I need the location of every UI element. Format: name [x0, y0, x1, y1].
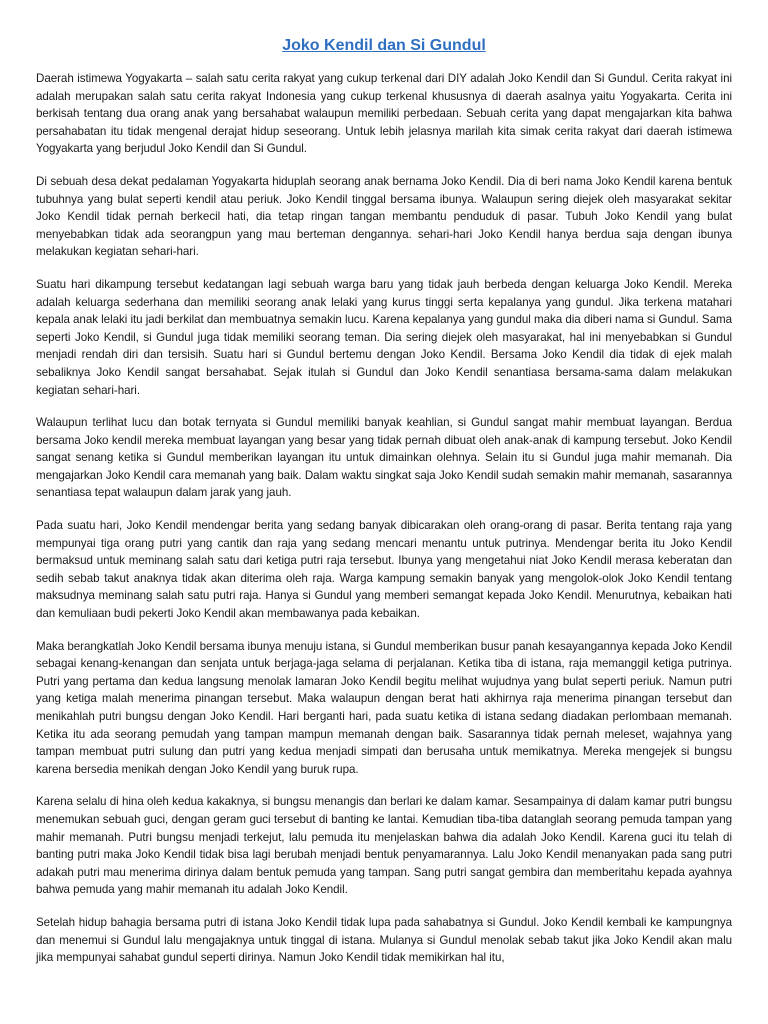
paragraph-1: Daerah istimewa Yogyakarta – salah satu cerita rakyat yang cukup terkenal dari DIY adalah Joko Kendil dan Si Gundul. Cerita rakyat ini adalah merupakan salah satu cerita rakyat Indonesia yang cukup terkenal khususnya di daerah asalnya yaitu Yogyakarta. Cerita ini berkisah tentang dua orang anak yang bersahabat walaupun memiliki perbedaan. Sebuah cerita yang dapat mengajarkan kita bahwa persahabatan itu tidak mengenal derajat hidup seseorang. Untuk lebih jelasnya marilah kita simak cerita rakyat dari daerah istimewa Yogyakarta yang berjudul Joko Kendil dan Si Gundul.: [36, 72, 732, 156]
paragraph-3: Suatu hari dikampung tersebut kedatangan lagi sebuah warga baru yang tidak jauh berbeda dengan keluarga Joko Kendil. Mereka adalah keluarga sederhana dan memiliki seorang anak lelaki yang kurus tinggi serta kepalanya yang gundul. Jika terkena matahari kepala anak lelaki itu jadi berkilat dan membuatnya semakin lucu. Karena kepalanya yang gundul maka dia diberi nama si Gundul. Sama seperti Joko Kendil, si Gundul juga tidak memiliki seorang teman. Dia sering diejek oleh masyarakat, hal ini menyebabkan si Gundul menjadi rendah diri dan tersisih. Suatu hari si Gundul bertemu dengan Joko Kendil. Bersama Joko Kendil dia tidak di ejek malah sebaliknya Joko Kendil sangat bersahabat. Sejak itulah si Gundul dan Joko Kendil senantiasa bersama-sama dalam melakukan kegiatan sehari-hari.: [36, 277, 732, 397]
paragraph-5: Pada suatu hari, Joko Kendil mendengar berita yang sedang banyak dibicarakan oleh orang-orang di pasar. Berita tentang raja yang mempunyai tiga orang putri yang cantik dan raja yang sedang mencari menantu untuk putrinya. Mendengar berita itu Joko Kendil bermaksud untuk meminang salah satu dari ketiga putri raja tersebut. Ibunya yang mengetahui niat Joko Kendil merasa keberatan dan sedih sebab takut anaknya tidak akan diterima oleh raja. Warga kampung semakin banyak yang mengolok-olok Joko Kendil tentang maksudnya meminang salah satu putri raja. Hanya si Gundul yang memberi semangat kepada Joko Kendil. Menurutnya, kebaikan hati dan kemuliaan budi pekerti Joko Kendil akan membawanya pada kebaikan.: [36, 519, 732, 621]
paragraph-7: Karena selalu di hina oleh kedua kakaknya, si bungsu menangis dan berlari ke dalam kamar. Sesampainya di dalam kamar putri bungsu menemukan sebuah guci, dengan geram guci tersebut di banting ke lantai. Kemudian tiba-tiba datanglah seorang pemuda tampan yang mahir memanah. Putri bungsu menjadi terkejut, lalu pemuda itu menjelaskan bahwa dia adalah Joko Kendil. Karena guci itu telah di banting putri maka Joko Kendil tidak bisa lagi berubah menjadi bentuk penyamarannya. Lalu Joko Kendil menanyakan pada sang putri adakah putri mau menerima dirinya dalam bentuk pemuda yang tampan. Sang putri sangat gembira dan memberitahu kepada ayahnya bahwa pemuda yang mahir memanah itu adalah Joko Kendil.: [36, 795, 732, 897]
document-title: Joko Kendil dan Si Gundul: [282, 37, 486, 54]
paragraph-6: Maka berangkatlah Joko Kendil bersama ibunya menuju istana, si Gundul memberikan busur panah kesayangannya kepada Joko Kendil sebagai kenang-kenangan dan senjata untuk berjaga-jaga selama di perjalanan. Ketika tiba di istana, raja memanggil ketiga putrinya. Putri yang pertama dan kedua langsung menolak lamaran Joko Kendil begitu melihat wujudnya yang bulat seperti periuk. Namun putri yang ketiga malah menerima pinangan tersebut. Maka walaupun dengan berat hati akhirnya raja menerima pinangan tersebut dan menikahlah putri bungsu dengan Joko Kendil. Hari berganti hari, pada suatu ketika di istana sedang diadakan perlombaan memanah. Ketika itu ada seorang pemudah yang tampan mampun memanah dengan baik. Sasarannya tidak pernah meleset, wajahnya yang tampan membuat putri sulung dan putri yang kedua menjadi simpati dan berusaha untuk memikatnya. Mereka mengejek si bungsu karena bersedia menikah dengan Joko Kendil yang buruk rupa.: [36, 639, 732, 776]
paragraph-2: Di sebuah desa dekat pedalaman Yogyakarta hiduplah seorang anak bernama Joko Kendil. Dia di beri nama Joko Kendil karena bentuk tubuhnya yang bulat seperti kendil atau periuk. Joko Kendil tinggal bersama ibunya. Walaupun sering diejek oleh masyarakat sekitar Joko Kendil tidak pernah berkecil hati, dia tetap ringan tangan membantu penduduk di pasar. Tubuh Joko Kendil yang bulat menyebabkan tidak ada seorangpun yang mau berteman dengannya. sehari-hari Joko Kendil hanya berdua saja dengan ibunya melakukan kegiatan sehari-hari.: [36, 174, 732, 259]
paragraph-8: Setelah hidup bahagia bersama putri di istana Joko Kendil tidak lupa pada sahabatnya si Gundul. Joko Kendil kembali ke kampungnya dan menemui si Gundul lalu mengajaknya untuk tinggal di istana. Mulanya si Gundul menolak sebab takut jika Joko Kendil akan malu jika mempunyai sahabat gundul seperti dirinya. Namun Joko Kendil tidak memikirkan hal itu,: [36, 915, 732, 965]
paragraph-4: Walaupun terlihat lucu dan botak ternyata si Gundul memiliki banyak keahlian, si Gundul sangat mahir membuat layangan. Berdua bersama Joko kendil mereka membuat layangan yang besar yang tidak pernah dibuat oleh anak-anak di kampung tersebut. Joko Kendil sangat senang ketika si Gundul memberikan layangan itu untuk dimainkan olehnya. Selain itu si Gundul juga mahir memanah. Dia mengajarkan Joko Kendil cara memanah yang baik. Dalam waktu singkat saja Joko Kendil sudah semakin mahir memanah, sasarannya senantiasa tepat walaupun dalam jarak yang jauh.: [36, 416, 732, 500]
